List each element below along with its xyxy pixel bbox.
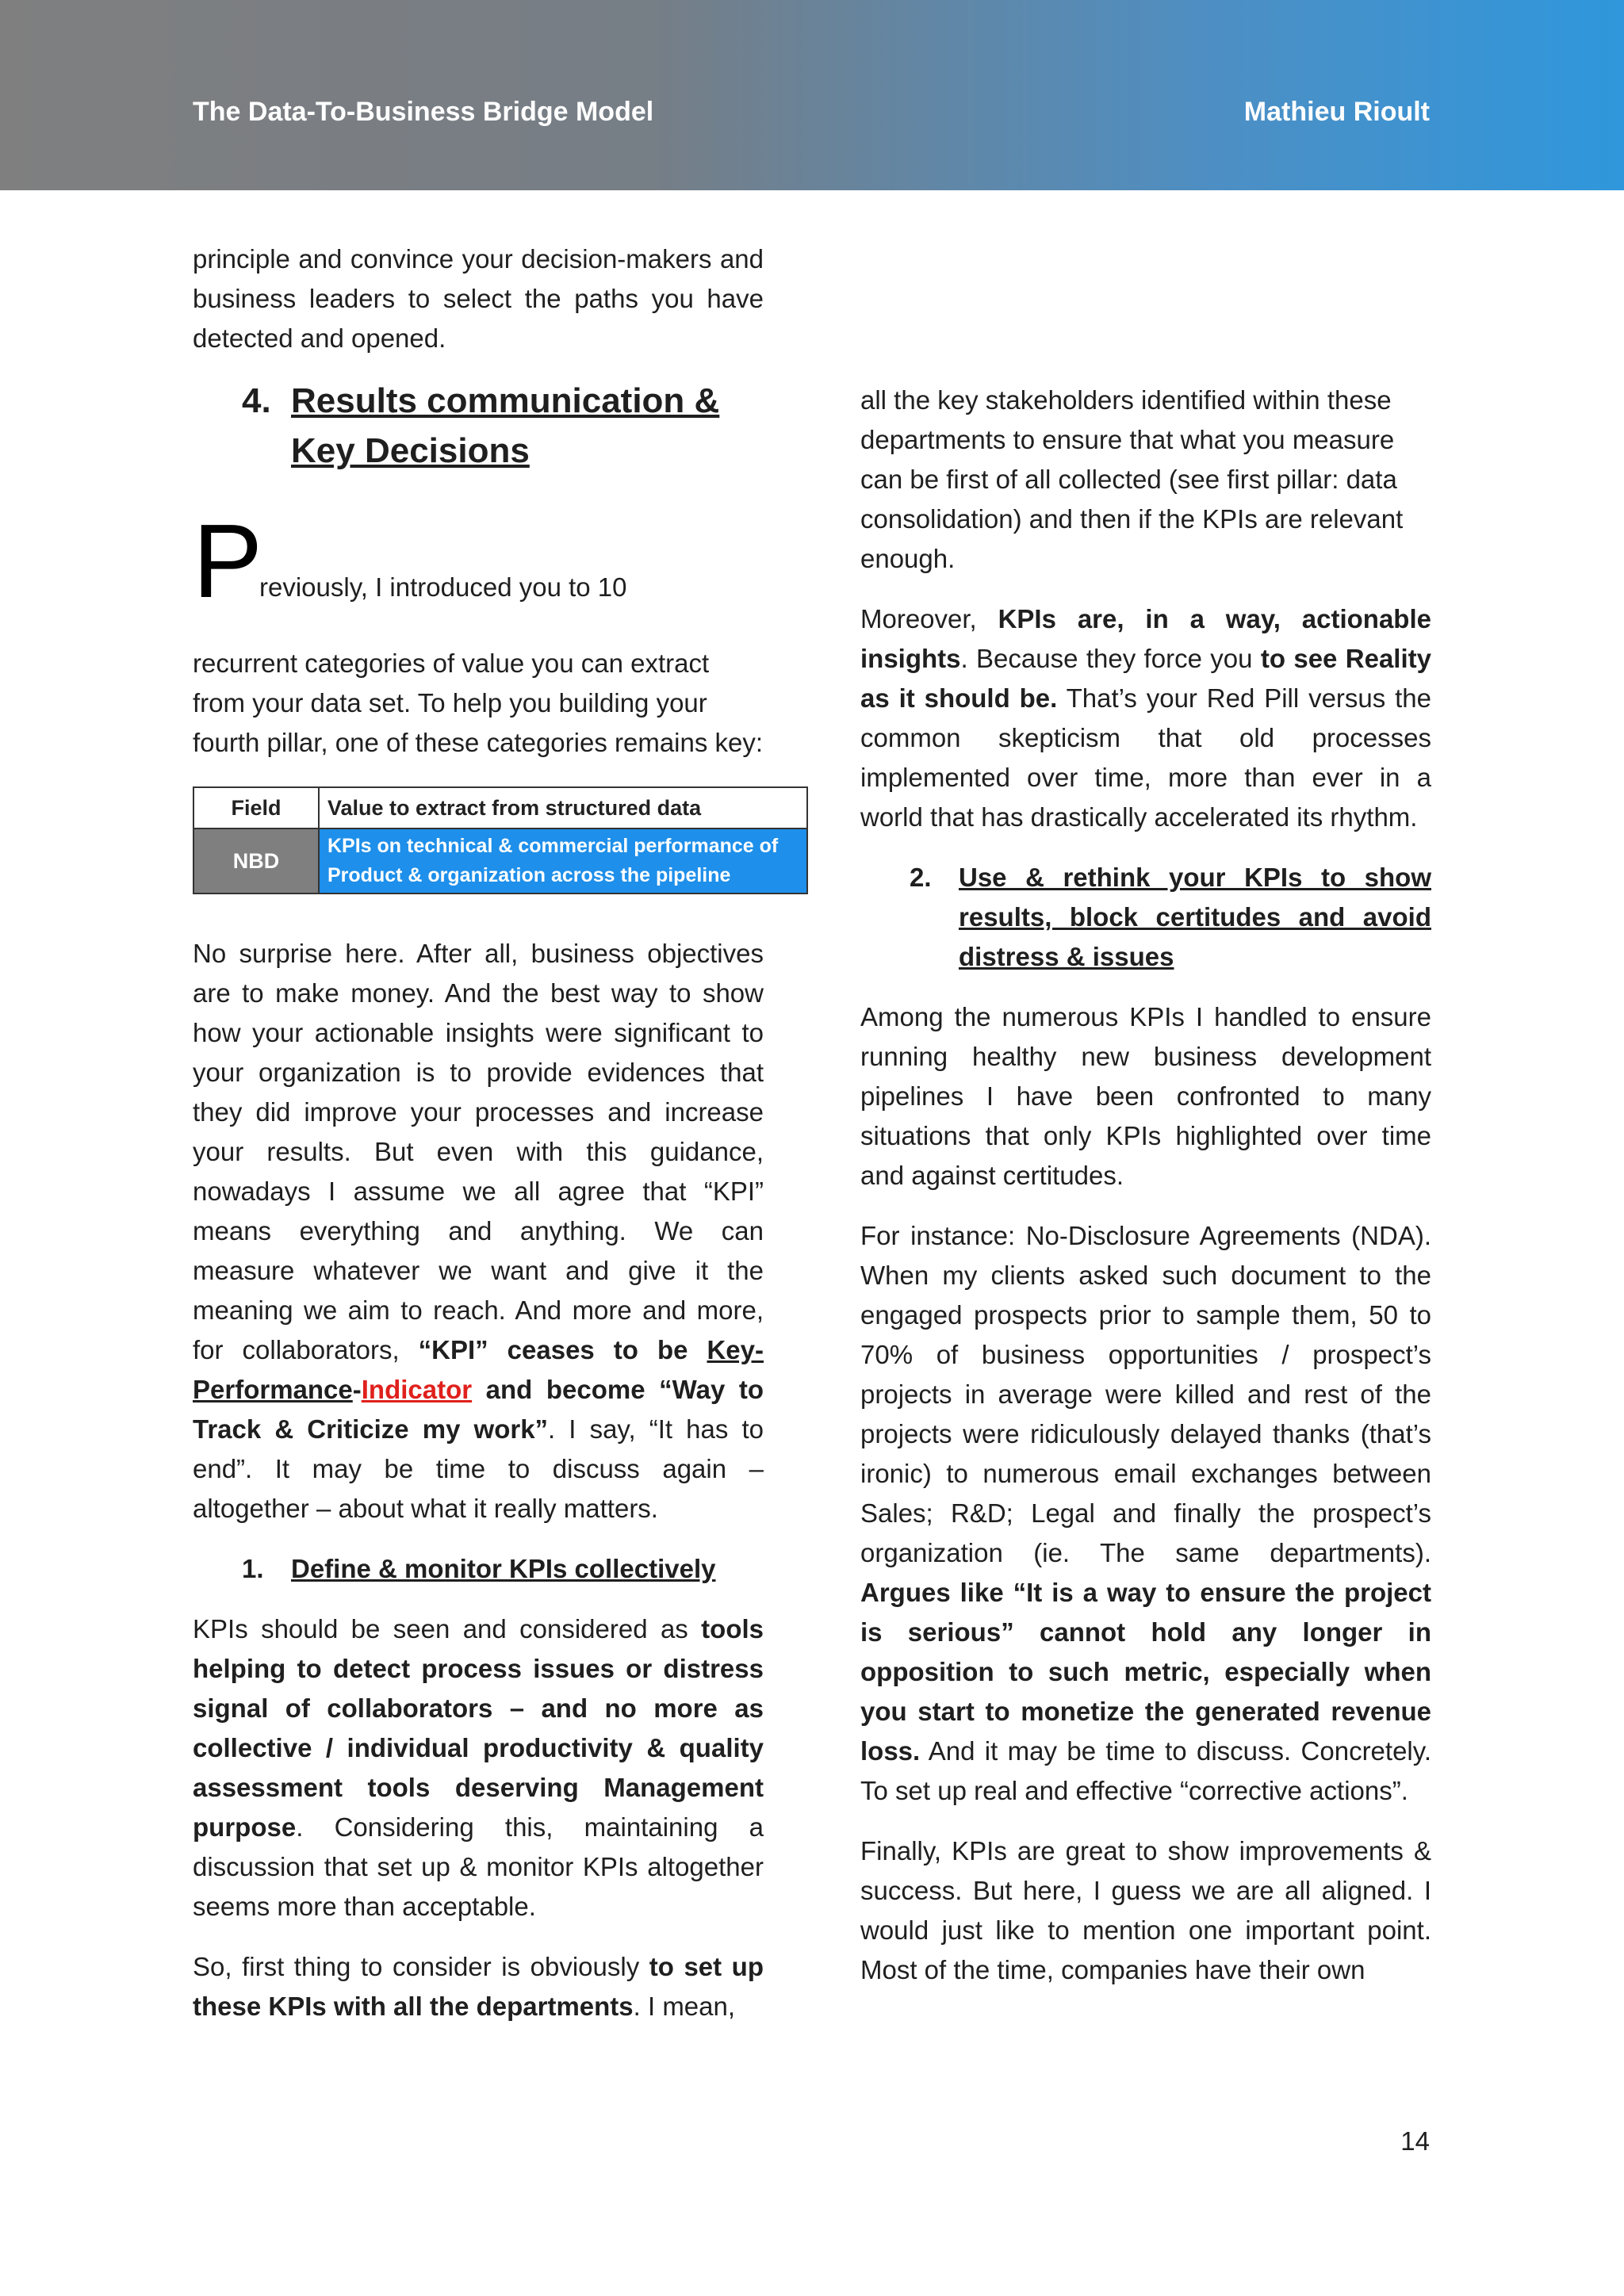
table-cell-value-line2: Product & organization across the pipeline bbox=[327, 864, 731, 886]
page-header bbox=[0, 0, 1624, 190]
first-thing-paragraph bbox=[193, 1947, 764, 2026]
kpi-tools-paragraph bbox=[193, 1609, 764, 1927]
text-run: For instance: No-Disclosure Agreements (NDA). When my clients asked such document to the engaged prospects prior to sample them, 50 to 70% of business opportunities / prospect’s projects in average were killed and rest of the projects were ridiculously delayed thanks (that’s ironic) to numerous email exchanges between Sales; R&D; Legal and finally the prospect’s organization (ie. The same departments). bbox=[860, 1221, 1431, 1567]
text-run: . Because they force you bbox=[960, 644, 1261, 673]
header-title: The Data-To-Business Bridge Model bbox=[193, 97, 654, 127]
drop-cap-line-text: reviously, I introduced you to 10 bbox=[259, 572, 627, 602]
subheading-rethink-kpis bbox=[910, 858, 1431, 977]
red-underlined-run: Indicator bbox=[361, 1375, 473, 1404]
value-table bbox=[193, 786, 808, 894]
bold-run: to set up these KPIs with all the departments bbox=[193, 1952, 764, 2021]
section-title-line1: Results communication & bbox=[291, 381, 720, 420]
drop-cap-letter: P bbox=[193, 503, 263, 619]
text-run: That’s your Red Pill versus the common skepticism that old processes implemented over time, more than ever in a world that has drastically accelerated its rhythm. bbox=[860, 683, 1432, 832]
table-cell-value bbox=[319, 828, 807, 894]
subheading-number: 2. bbox=[910, 863, 932, 892]
subheading-number: 1. bbox=[242, 1554, 264, 1583]
text-run: . I mean, bbox=[633, 1992, 736, 2021]
categories-paragraph: recurrent categories of value you can extract from your data set. To help you building your fourth pillar, one of these categories remains key: bbox=[193, 649, 764, 757]
bold-run: and become “Way to Track & Criticize my work” bbox=[193, 1375, 764, 1444]
table-header-value: Value to extract from structured data bbox=[319, 787, 807, 828]
page-number: 14 bbox=[1400, 2126, 1430, 2156]
finally-paragraph: Finally, KPIs are great to show improvements & success. But here, I guess we are all aligned. I would just like to mention one important point. Most of the time, companies have their own bbox=[860, 1836, 1431, 1984]
text-run: . Considering this, maintaining a discussion that set up & monitor KPIs altogether seems more than acceptable. bbox=[193, 1812, 764, 1921]
section-number: 4. bbox=[242, 381, 271, 420]
table-cell-value-line1: KPIs on technical & commercial performance of bbox=[327, 835, 779, 857]
bold-run: tools helping to detect process issues or distress signal of collaborators – and no more as collective / individual productivity & quality assessment tools deserving Management purpose bbox=[193, 1614, 764, 1842]
right-column bbox=[860, 381, 1431, 2011]
header-author: Mathieu Rioult bbox=[1243, 97, 1430, 127]
bold-run: Argues like “It is a way to ensure the project is serious” cannot hold any longer in opposition to such metric, especially when you start to monetize the generated revenue loss. bbox=[860, 1578, 1431, 1766]
underlined-bold-run: Key-Performance bbox=[193, 1335, 764, 1404]
table-header-field: Field bbox=[193, 787, 319, 828]
text-run: Moreover, bbox=[860, 604, 998, 633]
subheading-text: Use & rethink your KPIs to show results, block certitudes and avoid distress & issues bbox=[959, 863, 1431, 971]
bold-run: “KPI” ceases to be bbox=[418, 1335, 707, 1364]
text-run: . I say, “It has to end”. It may be time to discuss again – altogether – about what it really matters. bbox=[193, 1414, 764, 1523]
nda-paragraph bbox=[860, 1216, 1431, 1811]
subheading-define-kpis bbox=[242, 1549, 764, 1589]
moreover-paragraph bbox=[860, 599, 1431, 837]
bold-run: - bbox=[352, 1375, 362, 1404]
no-surprise-paragraph bbox=[193, 934, 764, 1529]
table-row bbox=[193, 828, 807, 894]
bold-run: KPIs are, in a way, actionable insights bbox=[860, 604, 1431, 673]
intro-paragraph: principle and convince your decision-makers and business leaders to select the paths you have detected and opened. bbox=[193, 244, 764, 353]
drop-cap-line bbox=[193, 503, 764, 639]
section-heading-4 bbox=[242, 376, 764, 476]
left-column bbox=[193, 239, 779, 2047]
stakeholders-paragraph: all the key stakeholders identified within these departments to ensure that what you measure can be first of all collected (see first pillar: data consolidation) and then if the KPIs are relevant enough. bbox=[860, 385, 1404, 573]
bold-run: to see Reality as it should be. bbox=[860, 644, 1431, 713]
among-paragraph: Among the numerous KPIs I handled to ensure running healthy new business development pipelines I have been confronted to many situations that only KPIs highlighted over time and against certitudes. bbox=[860, 1002, 1431, 1190]
text-run: KPIs should be seen and considered as bbox=[193, 1614, 702, 1644]
text-run: No surprise here. After all, business objectives are to make money. And the best way to show how your actionable insights were significant to your organization is to provide evidences that they did improve your processes and increase your results. But even with this guidance, nowadays I assume we all agree that “KPI” means everything and anything. We can measure whatever we want and give it the meaning we aim to reach. And more and more, for collaborators, bbox=[193, 939, 764, 1364]
table-header-row bbox=[193, 787, 807, 828]
subheading-text: Define & monitor KPIs collectively bbox=[291, 1554, 716, 1583]
text-run: So, first thing to consider is obviously bbox=[193, 1952, 649, 1981]
section-title-line2: Key Decisions bbox=[291, 431, 530, 470]
text-run: And it may be time to discuss. Concretely. To set up real and effective “corrective actions”. bbox=[860, 1736, 1431, 1805]
table-cell-field: NBD bbox=[193, 828, 319, 894]
